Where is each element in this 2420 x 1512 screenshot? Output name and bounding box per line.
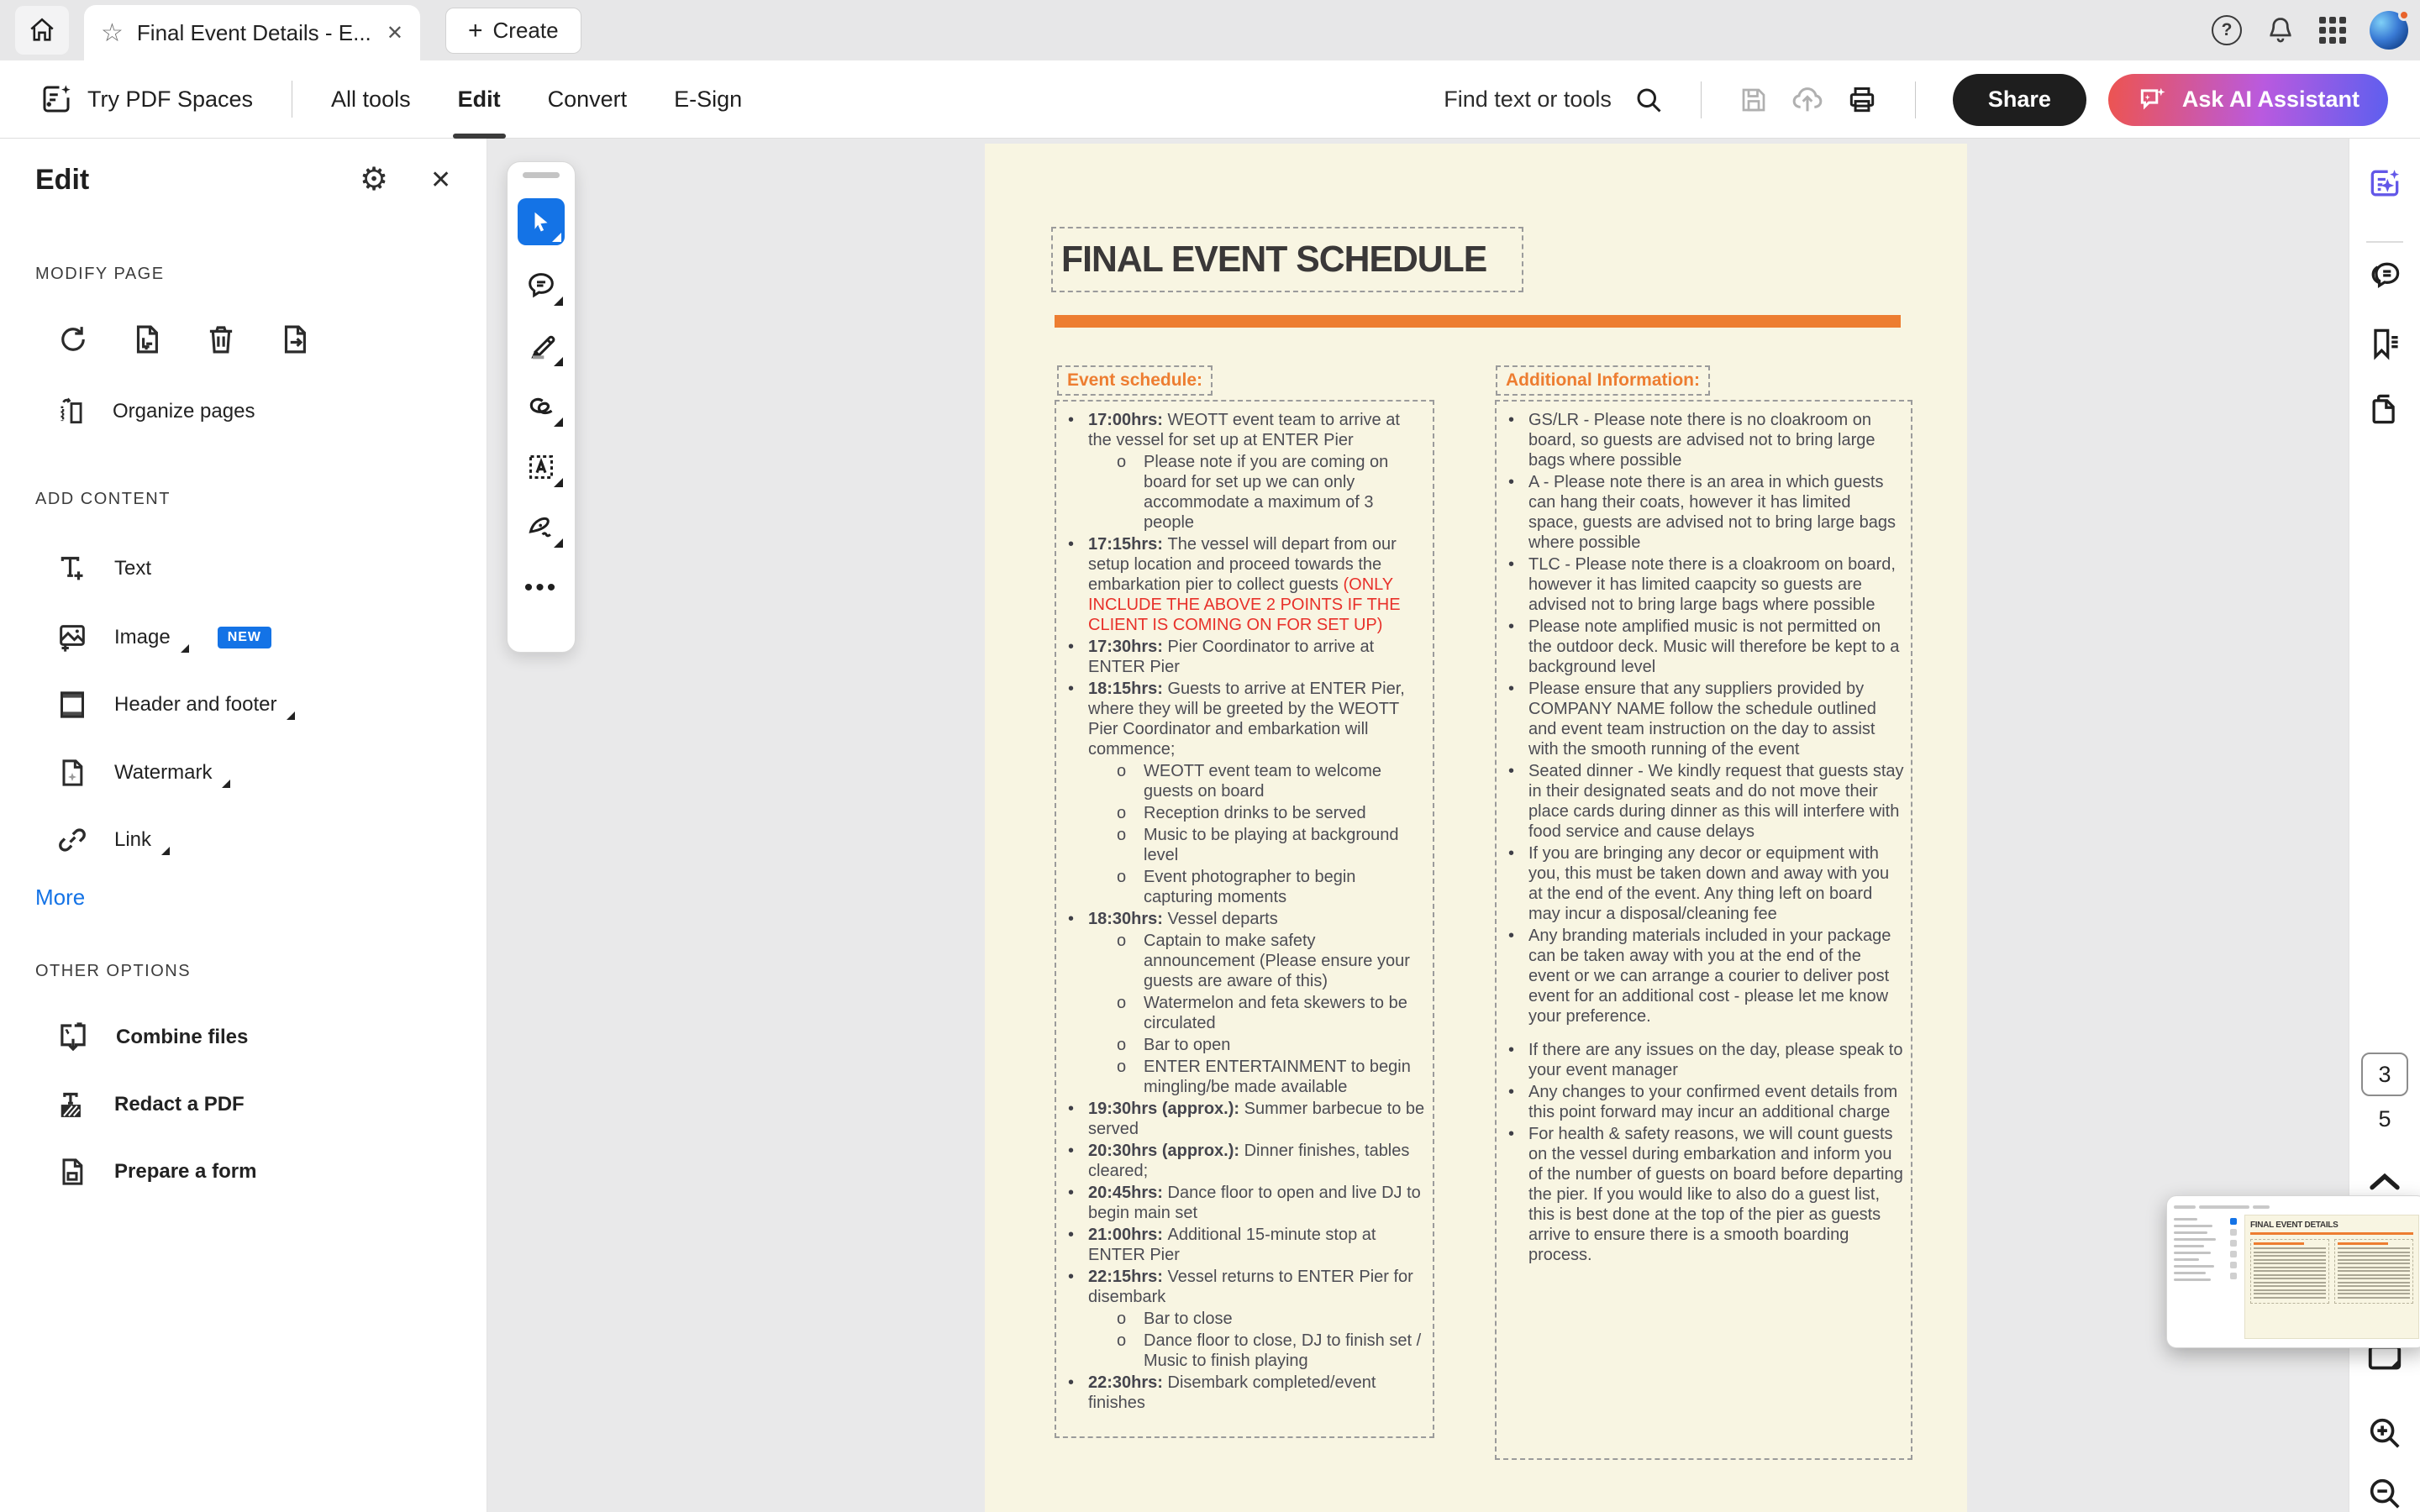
doc-title: FINAL EVENT SCHEDULE — [1061, 239, 1487, 280]
additional-info-textbox[interactable] — [1495, 400, 1912, 1460]
delete-page-icon[interactable] — [203, 322, 239, 357]
tab-all-tools[interactable]: All tools — [331, 86, 411, 112]
comment-icon — [524, 269, 558, 302]
schedule-subitem: o WEOTT event team to welcome guests on board — [1117, 761, 1426, 801]
doc-title-textbox[interactable] — [1051, 227, 1523, 292]
tool-caret — [554, 417, 563, 427]
tool-caret — [554, 297, 563, 306]
schedule-subitem: o Watermelon and feta skewers to be circulated — [1117, 993, 1426, 1033]
save-icon[interactable] — [1739, 85, 1769, 115]
schedule-subitem: o Captain to make safety announcement (Please ensure your guests are aware of this) — [1117, 931, 1426, 991]
page-preview-popup[interactable] — [2166, 1195, 2420, 1348]
schedule-item: • 20:45hrs: Dance floor to open and live DJ to begin main set — [1056, 1183, 1426, 1223]
mini-page-title: FINAL EVENT DETAILS — [2250, 1221, 2338, 1230]
chevron-down-icon — [222, 780, 230, 788]
watermark-label: Watermark — [114, 761, 213, 784]
header-footer-item[interactable] — [55, 686, 295, 723]
combine-files-item[interactable] — [55, 1019, 248, 1056]
schedule-item: • 18:30hrs: Vessel departs o Captain to make safety announcement (Please ensure your guests are aware of this) o Watermelon and feta skewers to be circulated o Bar to open o ENTER ENTERTAINMENT to begin mingling/be made available — [1056, 909, 1426, 1097]
add-image-item[interactable] — [55, 619, 271, 656]
schedule-item: • 18:15hrs: Guests to arrive at ENTER Pier, where they will be greeted by the WEOTT Pier Coordinator and embarkation will commence; o WEOTT event team to welcome guests on board o Reception drinks to be served o Music to be playing at background level o Event photographer to begin capturing moments — [1056, 679, 1426, 907]
add-image-label: Image — [114, 626, 171, 648]
prepare-form-label: Prepare a form — [114, 1160, 257, 1183]
tool-caret — [554, 478, 563, 487]
home-button[interactable] — [15, 6, 69, 55]
share-button[interactable]: Share — [1953, 74, 2086, 126]
cursor-arrow-icon — [529, 209, 554, 234]
lasso-tool-button[interactable] — [521, 386, 561, 427]
add-text-box-tool-button[interactable] — [521, 447, 561, 487]
watermark-item[interactable] — [55, 754, 230, 791]
schedule-item: • 17:30hrs: Pier Coordinator to arrive at ENTER Pier — [1056, 637, 1426, 677]
add-text-icon — [55, 552, 89, 585]
schedule-item: • 21:00hrs: Additional 15-minute stop at ENTER Pier — [1056, 1225, 1426, 1265]
add-content-section-label: ADD CONTENT — [35, 490, 171, 508]
pdf-spaces-icon — [39, 81, 74, 117]
app-grid-icon[interactable] — [2319, 17, 2346, 44]
edit-panel-title: Edit — [35, 164, 90, 196]
cloud-upload-icon[interactable] — [1791, 83, 1824, 117]
schedule-list — [1056, 410, 1426, 1413]
zoom-out-icon[interactable] — [2365, 1474, 2404, 1512]
other-options-section-label: OTHER OPTIONS — [35, 962, 192, 980]
link-icon — [55, 823, 89, 857]
more-link[interactable]: More — [35, 885, 86, 910]
pencil-icon — [524, 329, 558, 363]
crop-page-icon[interactable] — [129, 322, 165, 357]
close-panel-icon[interactable]: ✕ — [430, 166, 452, 194]
schedule-item: • 17:00hrs: WEOTT event team to arrive at the vessel for set up at ENTER Pier o Please note if you are coming on board for set up we can only accommodate a maximum of 3 people — [1056, 410, 1426, 533]
link-item[interactable] — [55, 822, 170, 858]
info-item: • If there are any issues on the day, please speak to your event manager — [1497, 1040, 1904, 1080]
info-item: • Please ensure that any suppliers provided by COMPANY NAME follow the schedule outlined and event team instruction on the day to assist with the smooth running of the event — [1497, 679, 1904, 759]
divider — [1701, 81, 1702, 118]
edit-panel — [0, 139, 487, 1512]
add-text-label: Text — [114, 557, 152, 580]
schedule-subitem: o Music to be playing at background level — [1117, 825, 1426, 865]
lasso-icon — [524, 390, 558, 423]
plus-icon: + — [468, 16, 483, 45]
schedule-subitem: o ENTER ENTERTAINMENT to begin mingling/be made available — [1117, 1057, 1426, 1097]
page-number-input[interactable] — [2361, 1053, 2408, 1096]
info-item: • Please note amplified music is not permitted on the outdoor deck. Music will therefore be kept to a background level — [1497, 617, 1904, 677]
mini-window-chrome — [2174, 1203, 2419, 1211]
try-pdf-spaces-button[interactable] — [39, 81, 253, 117]
add-text-item[interactable] — [55, 550, 151, 587]
redact-pdf-item[interactable] — [55, 1086, 245, 1123]
redact-pdf-label: Redact a PDF — [114, 1093, 245, 1116]
additional-info-list — [1497, 410, 1904, 1265]
create-button[interactable] — [445, 8, 581, 54]
star-icon[interactable]: ☆ — [101, 18, 124, 47]
main-toolbar — [0, 60, 2420, 139]
info-item: • If you are bringing any decor or equipment with you, this must be taken down and away with you at the end of the event. Any thing left on board may incur a disposal/cleaning fee — [1497, 843, 1904, 924]
bookmarks-panel-icon[interactable] — [2366, 325, 2403, 362]
divider — [2366, 241, 2403, 243]
document-tab[interactable] — [84, 5, 420, 60]
gear-icon[interactable]: ⚙ — [360, 162, 389, 197]
notifications-bell-icon[interactable] — [2265, 15, 2296, 45]
info-item: • Any branding materials included in your package can be taken away with you at the end of the event or we can arrange a courier to deliver post event for an additional cost - please let me know your preference. — [1497, 926, 1904, 1026]
info-item: • GS/LR - Please note there is no cloakroom on board, so guests are advised not to bring large bags where possible — [1497, 410, 1904, 470]
event-schedule-header[interactable]: Event schedule: — [1057, 365, 1213, 396]
chevron-down-icon — [287, 711, 295, 720]
text-box-icon — [524, 450, 558, 484]
chevron-down-icon — [161, 847, 170, 855]
combine-files-label: Combine files — [116, 1026, 249, 1048]
watermark-icon — [55, 756, 89, 790]
schedule-item: • 20:30hrs (approx.): Dinner finishes, tables cleared; — [1056, 1141, 1426, 1181]
tab-close-icon[interactable]: ✕ — [386, 21, 403, 45]
create-label: Create — [492, 18, 559, 43]
ai-assistant-panel-icon[interactable] — [2366, 165, 2403, 202]
link-label: Link — [114, 828, 152, 851]
divider — [1915, 81, 1916, 118]
palette-drag-handle[interactable] — [523, 172, 560, 178]
organize-pages-item[interactable] — [55, 393, 255, 430]
schedule-item: • 22:30hrs: Disembark completed/event finishes — [1056, 1373, 1426, 1413]
schedule-subitem: o Bar to close — [1117, 1309, 1426, 1329]
mini-sidebar — [2174, 1215, 2226, 1339]
rotate-page-icon[interactable] — [55, 322, 91, 357]
tab-title: Final Event Details - E... — [136, 19, 371, 45]
prepare-form-item[interactable] — [55, 1153, 256, 1190]
print-icon[interactable] — [1846, 84, 1878, 116]
avatar[interactable] — [2370, 11, 2408, 50]
comments-panel-icon[interactable] — [2366, 258, 2403, 295]
draw-tool-button[interactable] — [521, 326, 561, 366]
schedule-subitem: o Reception drinks to be served — [1117, 803, 1426, 823]
select-tool-button[interactable] — [518, 198, 565, 245]
mini-palette — [2230, 1215, 2240, 1339]
header-footer-icon — [55, 688, 89, 722]
schedule-item: • 17:15hrs: The vessel will depart from our setup location and proceed towards the embarkation pier to collect guests (ONLY INCLUDE THE ABOVE 2 POINTS IF THE CLIENT IS COMING ON FOR SET UP) — [1056, 534, 1426, 635]
schedule-subitem: o Event photographer to begin capturing moments — [1117, 867, 1426, 907]
ask-ai-assistant-button[interactable]: Ask AI Assistant — [2108, 74, 2388, 126]
comment-tool-button[interactable] — [521, 265, 561, 306]
organize-pages-label: Organize pages — [113, 400, 255, 423]
find-text-label[interactable]: Find text or tools — [1444, 87, 1612, 112]
mini-page — [2244, 1215, 2419, 1339]
extract-page-icon[interactable] — [277, 322, 313, 357]
tab-esign[interactable]: E-Sign — [674, 86, 743, 112]
combine-files-icon — [55, 1020, 91, 1055]
tool-caret — [552, 233, 561, 242]
schedule-subitem: o Bar to open — [1117, 1035, 1426, 1055]
header-footer-label: Header and footer — [114, 693, 277, 716]
zoom-in-icon[interactable] — [2365, 1414, 2404, 1452]
info-item: • A - Please note there is an area in which guests can hang their coats, however it has limited space, guests are advised not to bring large bags where possible — [1497, 472, 1904, 553]
home-icon — [28, 16, 56, 45]
notification-dot — [2398, 9, 2410, 21]
total-pages: 5 — [2378, 1106, 2391, 1131]
chevron-up-icon[interactable] — [2368, 1170, 2402, 1194]
tool-caret — [554, 357, 563, 366]
tab-bar — [0, 0, 2420, 60]
try-pdf-spaces-label: Try PDF Spaces — [87, 86, 254, 112]
tab-convert[interactable]: Convert — [547, 86, 628, 112]
event-schedule-textbox[interactable] — [1055, 400, 1434, 1438]
help-icon[interactable]: ? — [2212, 15, 2242, 45]
signature-pen-icon — [524, 511, 558, 544]
info-item: • Any changes to your confirmed event details from this point forward may incur an additional charge — [1497, 1082, 1904, 1122]
prepare-form-icon — [55, 1155, 89, 1189]
schedule-subitem: o Dance floor to close, DJ to finish set / Music to finish playing — [1117, 1331, 1426, 1371]
info-item: • TLC - Please note there is a cloakroom on board, however it has limited caapcity so guests are advised not to bring large bags where possible — [1497, 554, 1904, 615]
tab-edit[interactable]: Edit — [458, 60, 501, 139]
more-tools-button[interactable] — [521, 568, 561, 608]
chevron-down-icon — [181, 644, 189, 653]
ellipsis-icon: ••• — [523, 574, 559, 601]
new-badge: NEW — [218, 627, 271, 648]
schedule-item: • 19:30hrs (approx.): Summer barbecue to be served — [1056, 1099, 1426, 1139]
current-page: 3 — [2378, 1061, 2391, 1087]
info-item: • Seated dinner - We kindly request that guests stay in their designated seats and do not move their place cards during dinner as this will interfere with food service and cause delays — [1497, 761, 1904, 842]
modify-page-section-label: MODIFY PAGE — [35, 265, 165, 283]
additional-info-header[interactable]: Additional Information: — [1496, 365, 1710, 396]
tool-caret — [554, 538, 563, 548]
page-thumbnails-panel-icon[interactable] — [2366, 391, 2403, 428]
schedule-item: • 22:15hrs: Vessel returns to ENTER Pier for disembark o Bar to close o Dance floor to close, DJ to finish set / Music to finish playing — [1056, 1267, 1426, 1371]
title-rule[interactable] — [1055, 315, 1901, 328]
sign-tool-button[interactable] — [521, 507, 561, 548]
document-canvas — [487, 139, 2349, 1512]
add-image-icon — [55, 621, 89, 654]
organize-pages-icon — [55, 396, 87, 428]
pdf-page[interactable] — [985, 144, 1967, 1512]
info-item: • For health & safety reasons, we will count guests on the vessel during embarkation and inform you of the number of guests on board before departing the pier. If you would like to also do a guest list, this is best done at the top of the pier as guests arrive to ensure there is a smooth boarding process. — [1497, 1124, 1904, 1265]
ai-chat-icon — [2137, 84, 2169, 116]
right-rail — [2250, 139, 2420, 1512]
search-icon[interactable] — [1634, 85, 1664, 115]
quick-tools-palette — [507, 161, 576, 653]
redact-icon — [55, 1088, 89, 1121]
schedule-subitem: o Please note if you are coming on board for set up we can only accommodate a maximum of 3 people — [1117, 452, 1426, 533]
